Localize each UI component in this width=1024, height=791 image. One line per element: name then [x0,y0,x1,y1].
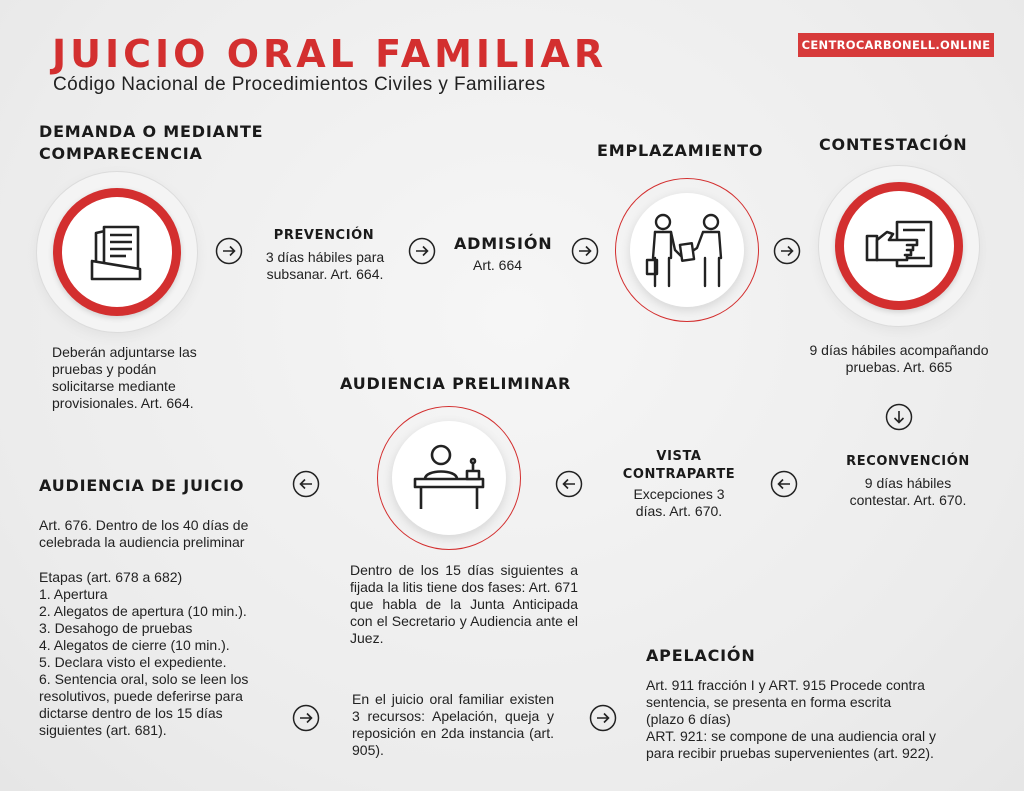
arrow-left-icon [770,470,798,498]
apelacion-title: APELACIÓN [646,646,756,665]
document-stack-icon [86,221,148,283]
demanda-circle [53,188,181,316]
prevencion-title: PREVENCIÓN [273,228,375,243]
emplazamiento-circle [630,193,744,307]
etapa-item: 4. Alegatos de cierre (10 min.). [39,637,230,653]
page-subtitle: Código Nacional de Procedimientos Civiles y Familiares [53,74,546,95]
arrow-left-icon [292,470,320,498]
etapa-item: 5. Declara visto el expediente. [39,654,227,670]
hand-with-document-icon [863,218,935,274]
etapas-title: Etapas (art. 678 a 682) [39,569,183,585]
arrow-left-icon [555,470,583,498]
audiencia-preliminar-desc: Dentro de los 15 días siguientes a fijada la litis tiene dos fases: Art. 671 que habla de la Junta Anticipada con el Secretario y Audiencia ante el Juez. [350,562,578,646]
recursos-desc: En el juicio oral familiar existen 3 recursos: Apelación, queja y reposición en 2da instancia (art. 905). [352,691,554,758]
admision-desc: Art. 664 [473,257,523,273]
etapa-item: 2. Alegatos de apertura (10 min.). [39,603,247,619]
contestacion-desc: 9 días hábiles acompañando pruebas. Art. 665 [809,342,989,375]
audiencia-preliminar-title: AUDIENCIA PRELIMINAR [340,374,572,393]
etapa-item: 1. Apertura [39,586,108,602]
arrow-right-icon [571,237,599,265]
audiencia-juicio-desc: Art. 676. Dentro de los 40 días de celebrada la audiencia preliminar [39,517,249,550]
arrow-right-icon [589,704,617,732]
audiencia-juicio-etapas [39,569,267,739]
handing-document-icon [641,210,733,290]
contestacion-circle [835,182,963,310]
audiencia-juicio-title: AUDIENCIA DE JUICIO [39,476,245,495]
brand-badge[interactable]: CENTROCARBONELL.ONLINE [798,33,994,57]
arrow-right-icon [408,237,436,265]
reconvencion-title: RECONVENCIÓN [846,454,970,469]
vista-title: VISTA CONTRAPARTE [622,449,736,482]
judge-desk-icon [409,443,489,513]
etapa-item: 6. Sentencia oral, solo se leen los resolutivos, puede deferirse para dictarse dentro de los 15 días siguientes (art. 681). [39,671,249,738]
reconvencion-desc: 9 días hábiles contestar. Art. 670. [849,475,967,508]
demanda-title: DEMANDA O MEDIANTE COMPARECENCIA [39,122,264,163]
arrow-right-icon [292,704,320,732]
audiencia-preliminar-circle [392,421,506,535]
contestacion-title: CONTESTACIÓN [819,135,968,154]
apelacion-desc: Art. 911 fracción I y ART. 915 Procede contra sentencia, se presenta en forma escrita (plazo 6 días) ART. 921: se compone de una audiencia oral y para recibir pruebas supervenientes (art. 922). [646,677,937,761]
emplazamiento-title: EMPLAZAMIENTO [597,141,764,160]
etapa-item: 3. Desahogo de pruebas [39,620,193,636]
arrow-right-icon [773,237,801,265]
arrow-down-icon [885,403,913,431]
page-title: JUICIO ORAL FAMILIAR [52,32,608,76]
admision-title: ADMISIÓN [454,234,553,253]
arrow-right-icon [215,237,243,265]
vista-desc: Excepciones 3 días. Art. 670. [633,486,725,519]
prevencion-desc: 3 días hábiles para subsanar. Art. 664. [265,249,385,282]
demanda-desc: Deberán adjuntarse las pruebas y podán solicitarse mediante provisionales. Art. 664. [52,344,197,411]
